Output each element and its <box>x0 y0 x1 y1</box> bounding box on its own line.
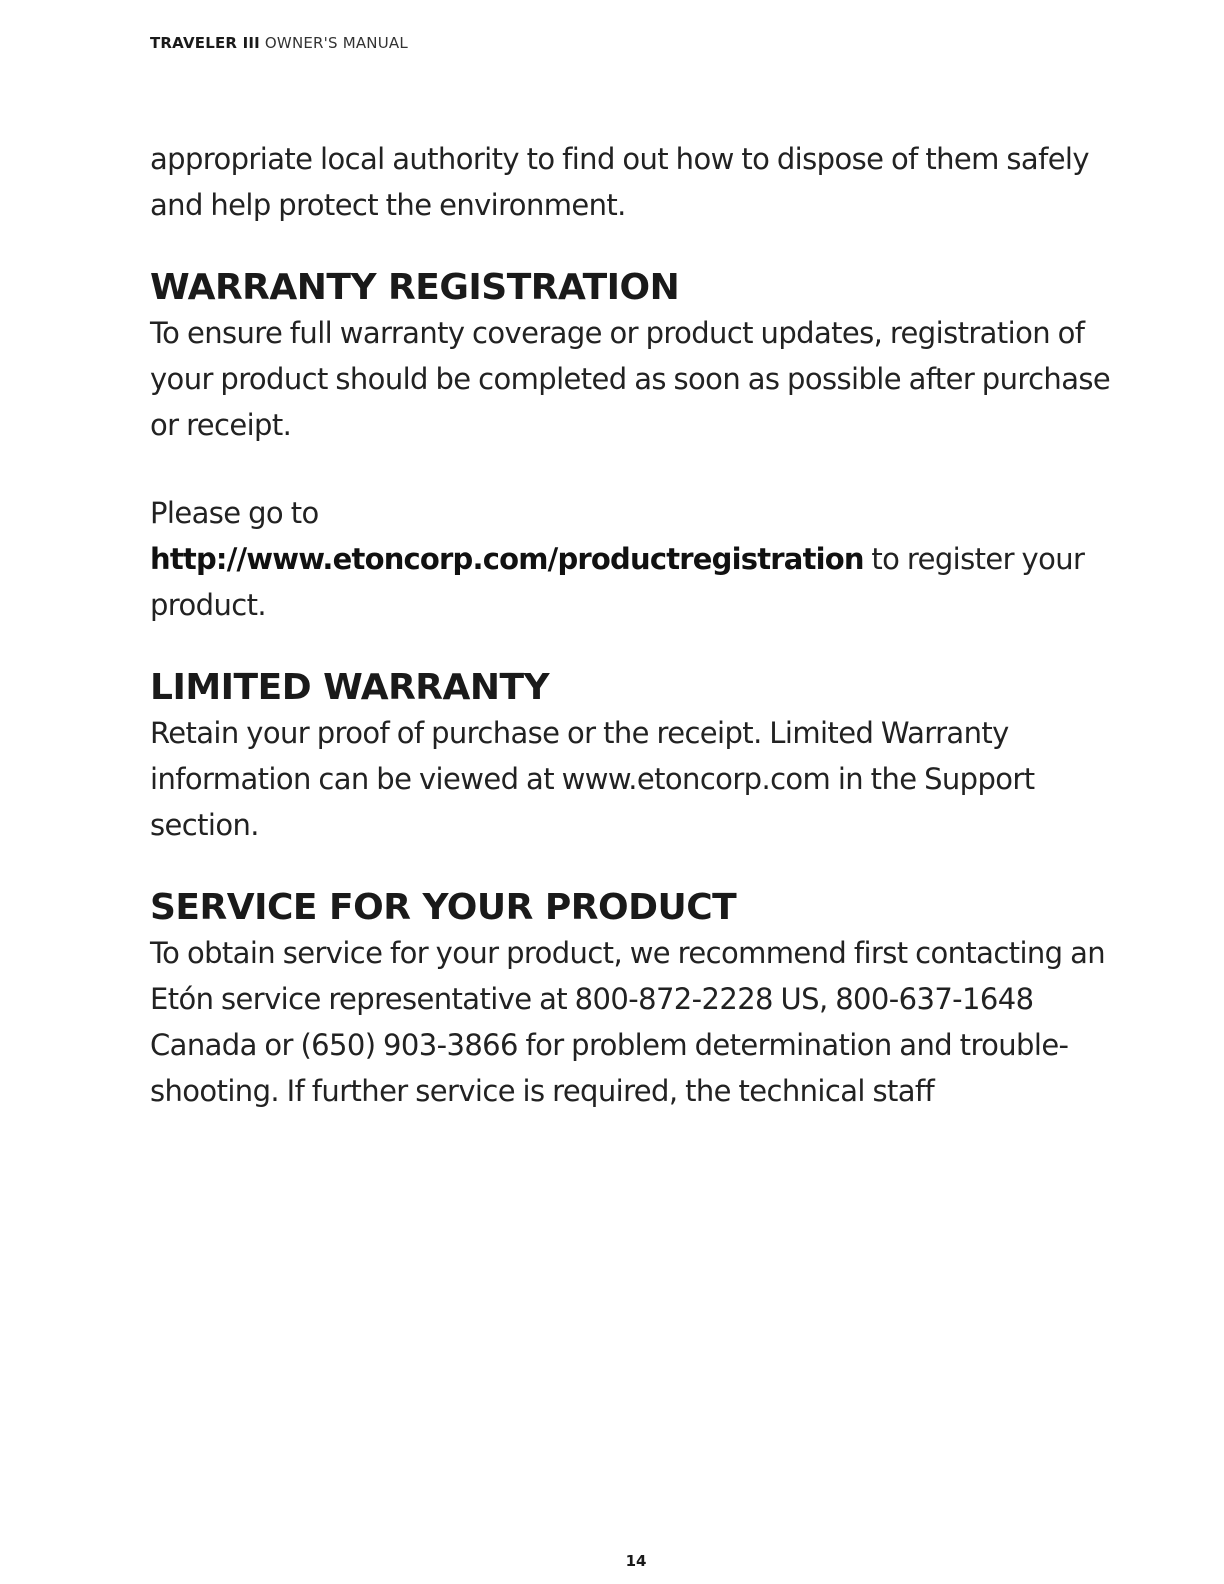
registration-url-paragraph <box>150 536 1130 628</box>
header-product-name: TRAVELER III <box>150 34 260 52</box>
please-go-to-text: Please go to <box>150 496 319 530</box>
page-number: 14 <box>625 1552 647 1570</box>
limited-warranty-heading: LIMITED WARRANTY <box>150 667 550 708</box>
warranty-registration-heading: WARRANTY REGISTRATION <box>150 267 680 308</box>
service-body: To obtain service for your product, we recommend first contacting an Etón service representative at 800-872-2228 US, 800-637-1648 Canada or (650) 903-3866 for problem determination and trouble-shooting. If further service is required, the technical staff <box>150 936 1106 1108</box>
warranty-registration-body: To ensure full warranty coverage or product updates, registration of your product should be completed as soon as possible after purchase or receipt. <box>150 316 1111 442</box>
header-doc-type: OWNER'S MANUAL <box>264 34 408 52</box>
limited-warranty-body: Retain your proof of purchase or the receipt. Limited Warranty information can be viewed at www.etoncorp.com in the Support section. <box>150 716 1035 842</box>
page-content <box>150 136 1130 1114</box>
registration-url-link[interactable]: http://www.etoncorp.com/productregistration <box>150 542 864 576</box>
registration-url-suffix: to register your product. <box>150 542 1085 622</box>
intro-paragraph: appropriate local authority to find out how to dispose of them safely and help protect the environment. <box>150 142 1089 222</box>
running-header <box>150 34 408 52</box>
service-heading: SERVICE FOR YOUR PRODUCT <box>150 887 737 928</box>
